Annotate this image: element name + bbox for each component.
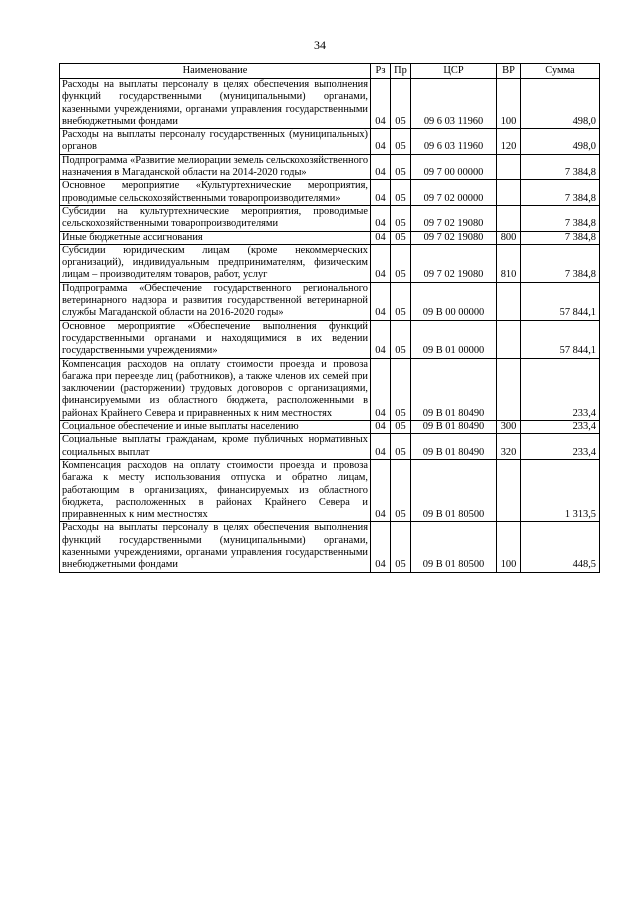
cell-sum: 7 384,8 (521, 154, 600, 180)
cell-sum: 7 384,8 (521, 205, 600, 231)
cell-vr (497, 282, 521, 320)
cell-name: Подпрограмма «Развитие мелиорации земель сельскохозяйственного назначения в Магаданской области на 2014-2020 годы» (60, 154, 371, 180)
cell-vr (497, 180, 521, 206)
cell-csr: 09 7 02 00000 (411, 180, 497, 206)
cell-pr: 05 (391, 154, 411, 180)
cell-csr: 09 7 00 00000 (411, 154, 497, 180)
table-row (60, 180, 600, 206)
cell-csr: 09 6 03 11960 (411, 79, 497, 129)
cell-name: Расходы на выплаты персоналу в целях обеспечения выполнения функций государственными (муниципальными) органами, казенными учреждениями, органами управления государственными внебюджетными фондами (60, 79, 371, 129)
cell-sum: 7 384,8 (521, 231, 600, 244)
cell-csr: 09 7 02 19080 (411, 231, 497, 244)
page-number: 34 (314, 38, 326, 52)
cell-sum: 57 844,1 (521, 282, 600, 320)
cell-pr: 05 (391, 459, 411, 521)
cell-vr (497, 205, 521, 231)
cell-pr: 05 (391, 434, 411, 460)
cell-csr: 09 7 02 19080 (411, 244, 497, 282)
table-row (60, 154, 600, 180)
cell-rz: 04 (371, 522, 391, 572)
cell-pr: 05 (391, 129, 411, 155)
cell-sum: 498,0 (521, 79, 600, 129)
cell-rz: 04 (371, 320, 391, 358)
cell-name: Социальное обеспечение и иные выплаты населению (60, 421, 371, 434)
cell-rz: 04 (371, 129, 391, 155)
cell-vr (497, 459, 521, 521)
table-row (60, 129, 600, 155)
table-row (60, 459, 600, 521)
table-row (60, 358, 600, 420)
cell-csr: 09 В 01 80500 (411, 522, 497, 572)
header-pr: Пр (391, 64, 411, 79)
cell-name: Расходы на выплаты персоналу государственных (муниципальных) органов (60, 129, 371, 155)
cell-name: Иные бюджетные ассигнования (60, 231, 371, 244)
cell-pr: 05 (391, 244, 411, 282)
table-row (60, 522, 600, 572)
cell-name: Расходы на выплаты персоналу в целях обеспечения выполнения функций государственными (муниципальными) органами, казенными учреждениями, органами управления государственными внебюджетными фондами (60, 522, 371, 572)
cell-sum: 1 313,5 (521, 459, 600, 521)
cell-csr: 09 В 00 00000 (411, 282, 497, 320)
table-row (60, 320, 600, 358)
cell-vr (497, 320, 521, 358)
cell-sum: 7 384,8 (521, 244, 600, 282)
cell-vr: 100 (497, 79, 521, 129)
cell-sum: 7 384,8 (521, 180, 600, 206)
header-rz: Рз (371, 64, 391, 79)
cell-rz: 04 (371, 358, 391, 420)
table-row (60, 79, 600, 129)
cell-pr: 05 (391, 79, 411, 129)
cell-pr: 05 (391, 522, 411, 572)
cell-sum: 233,4 (521, 434, 600, 460)
cell-pr: 05 (391, 421, 411, 434)
table-row (60, 421, 600, 434)
cell-name: Компенсация расходов на оплату стоимости проезда и провоза багажа к месту использования отпуска и обратно лицам, работающим в организациях, финансируемых из областного бюджета, расположенных в районах Крайнего Севера и приравненных к ним местностях (60, 459, 371, 521)
cell-csr: 09 В 01 80490 (411, 421, 497, 434)
header-csr: ЦСР (411, 64, 497, 79)
cell-vr: 320 (497, 434, 521, 460)
cell-rz: 04 (371, 282, 391, 320)
cell-sum: 233,4 (521, 421, 600, 434)
cell-name: Основное мероприятие «Обеспечение выполнения функций государственными органами и находящимися в их ведении государственными учреждениями» (60, 320, 371, 358)
table-row (60, 205, 600, 231)
cell-rz: 04 (371, 79, 391, 129)
cell-csr: 09 6 03 11960 (411, 129, 497, 155)
header-name: Наименование (60, 64, 371, 79)
cell-name: Подпрограмма «Обеспечение государственного регионального ветеринарного надзора и развития государственной ветеринарной службы Магаданской области на 2016-2020 годы» (60, 282, 371, 320)
cell-csr: 09 7 02 19080 (411, 205, 497, 231)
cell-rz: 04 (371, 231, 391, 244)
cell-sum: 57 844,1 (521, 320, 600, 358)
cell-pr: 05 (391, 205, 411, 231)
header-row (60, 64, 600, 79)
cell-pr: 05 (391, 180, 411, 206)
cell-rz: 04 (371, 434, 391, 460)
cell-csr: 09 В 01 00000 (411, 320, 497, 358)
header-sum: Сумма (521, 64, 600, 79)
cell-pr: 05 (391, 231, 411, 244)
cell-csr: 09 В 01 80490 (411, 434, 497, 460)
cell-sum: 448,5 (521, 522, 600, 572)
cell-rz: 04 (371, 459, 391, 521)
cell-vr: 100 (497, 522, 521, 572)
cell-vr: 120 (497, 129, 521, 155)
cell-csr: 09 В 01 80500 (411, 459, 497, 521)
cell-name: Основное мероприятие «Культуртехнические мероприятия, проводимые сельскохозяйственными товаропроизводителями» (60, 180, 371, 206)
cell-pr: 05 (391, 320, 411, 358)
table-header (60, 64, 600, 79)
table-body (60, 79, 600, 573)
table-row (60, 282, 600, 320)
table-row (60, 434, 600, 460)
cell-pr: 05 (391, 282, 411, 320)
cell-name: Субсидии на культуртехнические мероприятия, проводимые сельскохозяйственными товаропроизводителями (60, 205, 371, 231)
cell-sum: 233,4 (521, 358, 600, 420)
cell-name: Компенсация расходов на оплату стоимости проезда и провоза багажа при переезде лиц (работников), а также членов их семей при заключении (расторжении) трудовых договоров с организациями, финансируемыми из областного бюджета, расположенными в районах Крайнего Севера и приравненных к ним местностях (60, 358, 371, 420)
cell-name: Социальные выплаты гражданам, кроме публичных нормативных социальных выплат (60, 434, 371, 460)
cell-sum: 498,0 (521, 129, 600, 155)
cell-pr: 05 (391, 358, 411, 420)
cell-vr: 810 (497, 244, 521, 282)
budget-table (59, 63, 600, 573)
cell-vr: 300 (497, 421, 521, 434)
cell-rz: 04 (371, 205, 391, 231)
cell-vr: 800 (497, 231, 521, 244)
header-vr: ВР (497, 64, 521, 79)
table-row (60, 231, 600, 244)
table-row (60, 244, 600, 282)
cell-vr (497, 154, 521, 180)
cell-rz: 04 (371, 180, 391, 206)
cell-rz: 04 (371, 421, 391, 434)
cell-vr (497, 358, 521, 420)
cell-name: Субсидии юридическим лицам (кроме некоммерческих организаций), индивидуальным предпринимателям, физическим лицам – производителям товаров, работ, услуг (60, 244, 371, 282)
cell-rz: 04 (371, 244, 391, 282)
cell-csr: 09 В 01 80490 (411, 358, 497, 420)
cell-rz: 04 (371, 154, 391, 180)
